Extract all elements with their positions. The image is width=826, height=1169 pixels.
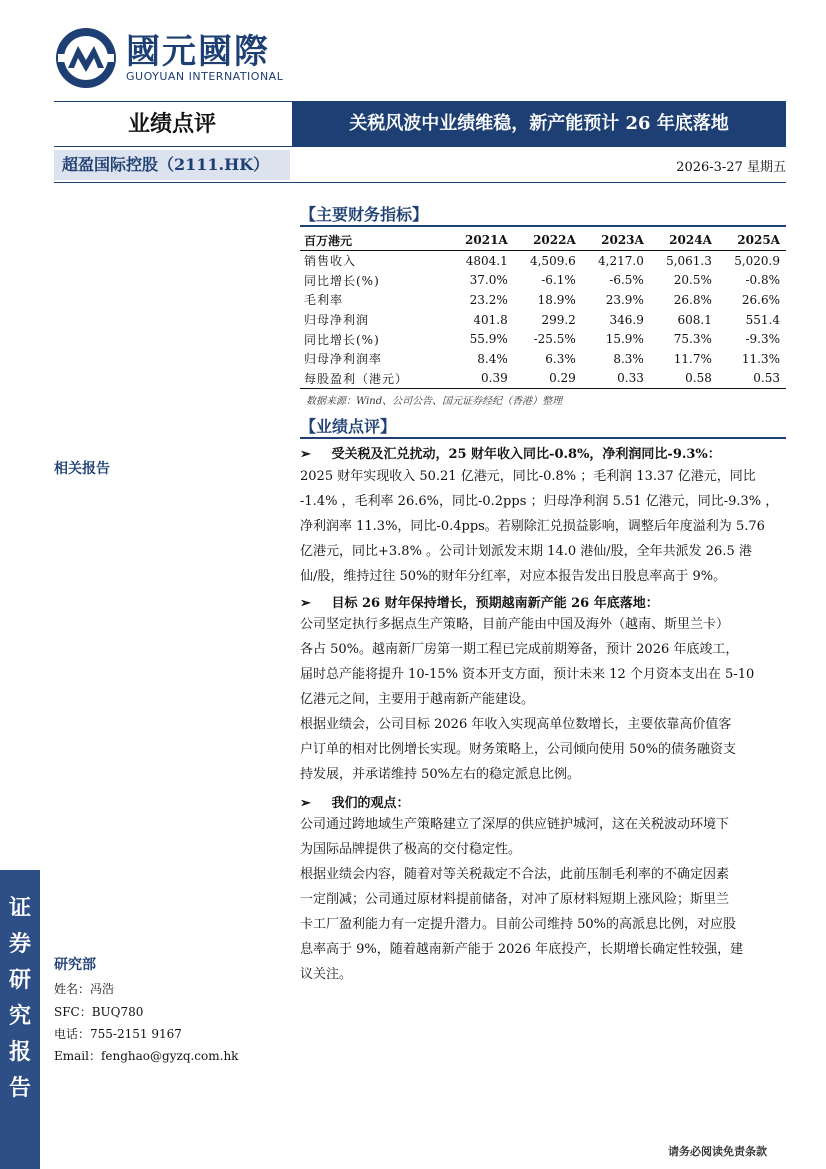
- table-cell: 401.8: [473, 312, 508, 327]
- paragraph-4: [300, 812, 786, 862]
- table-cell: 4804.1: [465, 253, 508, 268]
- table-cell: 11.3%: [741, 351, 780, 366]
- paragraph-line: 议关注。: [300, 967, 353, 982]
- table-cell: 归母净利润率: [304, 352, 383, 367]
- table-row: [300, 271, 786, 291]
- bullet-1: [300, 443, 721, 462]
- table-cell: 归母净利润: [304, 313, 370, 328]
- review-section-title: 【业绩点评】: [300, 417, 397, 436]
- header-divider: [54, 182, 786, 183]
- table-cell: 同比增长(%): [304, 332, 380, 347]
- vertical-char: 报: [8, 1039, 31, 1065]
- table-header-row: [300, 230, 786, 251]
- table-cell: 11.7%: [673, 351, 712, 366]
- disclaimer-note[interactable]: 请务必阅读免责条款: [668, 1145, 767, 1158]
- bullet-2-text: 目标 26 财年保持增长，预期越南新产能 26 年底落地：: [331, 596, 659, 611]
- report-date: 2026-3-27 星期五: [676, 160, 786, 175]
- paragraph-line: 卡工厂盈利能力有一定提升潜力。目前公司维持 50%的高派息比例，对应股: [300, 917, 737, 932]
- paragraph-line: 亿港元之间，主要用于越南新产能建设。: [300, 692, 535, 707]
- report-type: 业绩点评: [127, 111, 216, 137]
- table-header-cell: 百万港元: [300, 230, 450, 251]
- table-cell: 4,509.6: [529, 253, 576, 268]
- table-cell: -6.5%: [609, 273, 644, 288]
- table-cell: 8.4%: [477, 351, 508, 366]
- paragraph-line: 公司坚定执行多据点生产策略，目前产能由中国及海外（越南、斯里兰卡）: [300, 617, 730, 632]
- table-cell: 毛利率: [304, 293, 344, 308]
- table-row: [300, 251, 786, 271]
- bullet-arrow-icon: ➢: [300, 596, 311, 611]
- paragraph-3: [300, 712, 786, 787]
- paragraph-line: 亿港元，同比+3.8% 。公司计划派发末期 14.0 港仙/股，全年共派发 26.5 港: [300, 544, 752, 559]
- table-row: [300, 369, 786, 389]
- table-cell: 608.1: [677, 312, 712, 327]
- paragraph-5: [300, 862, 786, 987]
- paragraph-line: 根据业绩会内容，随着对等关税裁定不合法，此前压制毛利率的不确定因素: [300, 867, 730, 882]
- vertical-char: 研: [8, 967, 31, 993]
- bullet-arrow-icon: ➢: [300, 796, 311, 811]
- financials-section-title: 【主要财务指标】: [300, 205, 429, 224]
- analyst-phone: 电话：755-2151 9167: [54, 1027, 182, 1041]
- table-cell: 346.9: [609, 312, 644, 327]
- company-name: 超盈国际控股（2111.HK）: [62, 155, 270, 174]
- analyst-name: 姓名：冯浩: [54, 982, 115, 996]
- bullet-1-text: 受关税及汇兑扰动，25 财年收入同比-0.8%，净利润同比-9.3%：: [331, 447, 721, 462]
- paragraph-2: [300, 612, 786, 712]
- table-cell: 5,020.9: [734, 253, 780, 268]
- vertical-label: [0, 890, 40, 1106]
- table-cell: 20.5%: [673, 273, 712, 288]
- bullet-2: [300, 592, 659, 611]
- table-cell: 551.4: [745, 312, 780, 327]
- table-cell: 23.9%: [605, 292, 644, 307]
- brand-name-cn: 國元國際: [126, 32, 270, 72]
- table-cell: 销售收入: [304, 254, 357, 269]
- table-cell: 每股盈利（港元）: [300, 369, 450, 389]
- table-row: [300, 290, 786, 310]
- report-headline: 关税风波中业绩维稳，新产能预计 26 年底落地: [292, 101, 786, 146]
- table-cell: 0.33: [582, 369, 650, 389]
- table-row: [300, 349, 786, 369]
- table-cell: 6.3%: [545, 351, 576, 366]
- table-cell: 26.6%: [741, 292, 780, 307]
- table-header-cell: 2022A: [514, 230, 582, 251]
- table-cell: 15.9%: [605, 332, 644, 347]
- table-cell: -0.8%: [745, 273, 780, 288]
- paragraph-line: 为国际品牌提供了极高的交付稳定性。: [300, 842, 522, 857]
- table-cell: -25.5%: [533, 332, 576, 347]
- vertical-char: 告: [8, 1075, 31, 1101]
- paragraph-line: 根据业绩会，公司目标 2026 年收入实现高单位数增长，主要依靠高价值客: [300, 717, 732, 732]
- paragraph-line: 息率高于 9%，随着越南新产能于 2026 年底投产，长期增长确定性较强，建: [300, 942, 744, 957]
- paragraph-line: 2025 财年实现收入 50.21 亿港元，同比-0.8% ；毛利润 13.37 亿港元，同比: [300, 469, 756, 484]
- brand-name-en: GUOYUAN INTERNATIONAL: [126, 70, 284, 83]
- table-row: [300, 329, 786, 349]
- table-cell: -6.1%: [541, 273, 576, 288]
- bullet-3-text: 我们的观点：: [331, 796, 410, 811]
- table-cell: 26.8%: [673, 292, 712, 307]
- table-cell: 0.29: [514, 369, 582, 389]
- financials-section-rule: [300, 225, 786, 227]
- analyst-email[interactable]: Email：fenghao@gyzq.com.hk: [54, 1049, 239, 1063]
- table-cell: 4,217.0: [598, 253, 644, 268]
- table-header-cell: 2023A: [582, 230, 650, 251]
- data-source-note: 数据来源：Wind、公司公告、国元证券经纪（香港）整理: [306, 396, 563, 407]
- table-cell: 同比增长(%): [304, 273, 380, 288]
- review-section-rule: [300, 437, 786, 439]
- paragraph-line: 届时总产能将提升 10-15% 资本开支方面，预计未来 12 个月资本支出在 5-10: [300, 667, 755, 682]
- table-header-cell: 2021A: [450, 230, 514, 251]
- table-cell: 5,061.3: [666, 253, 712, 268]
- table-cell: 299.2: [541, 312, 576, 327]
- related-reports-title: 相关报告: [54, 461, 110, 477]
- table-cell: 23.2%: [469, 292, 508, 307]
- paragraph-line: 公司通过跨地域生产策略建立了深厚的供应链护城河，这在关税波动环境下: [300, 817, 730, 832]
- paragraph-line: 各占 50%。越南新厂房第一期工程已完成前期筹备，预计 2026 年底竣工，: [300, 642, 739, 657]
- paragraph-line: -1.4% ，毛利率 26.6%，同比-0.2pps ；归母净利润 5.51 亿港元，同比-9.3% ，: [300, 494, 779, 509]
- table-header-cell: 2025A: [718, 230, 786, 251]
- vertical-char: 证: [8, 895, 31, 921]
- analyst-sfc: SFC：BUQ780: [54, 1005, 144, 1019]
- research-dept-title: 研究部: [54, 957, 96, 973]
- bullet-3: [300, 792, 409, 811]
- table-row: [300, 310, 786, 330]
- vertical-char: 券: [8, 931, 31, 957]
- table-cell: 18.9%: [537, 292, 576, 307]
- paragraph-1: [300, 464, 786, 589]
- table-cell: -9.3%: [745, 332, 780, 347]
- table-cell: 75.3%: [673, 332, 712, 347]
- table-cell: 0.53: [718, 369, 786, 389]
- table-cell: 37.0%: [469, 273, 508, 288]
- financial-table: [300, 230, 786, 389]
- table-cell: 8.3%: [613, 351, 644, 366]
- paragraph-line: 仙/股，维持过往 50%的财年分红率，对应本报告发出日股息率高于 9%。: [300, 569, 727, 584]
- paragraph-line: 持发展，并承诺维持 50%左右的稳定派息比例。: [300, 767, 581, 782]
- table-cell: 0.39: [450, 369, 514, 389]
- table-cell: 55.9%: [469, 332, 508, 347]
- paragraph-line: 净利润率 11.3%，同比-0.4pps。若剔除汇兑损益影响，调整后年度溢利为 5.76: [300, 519, 765, 534]
- bullet-arrow-icon: ➢: [300, 447, 311, 462]
- paragraph-line: 一定削减；公司通过原材料提前储备，对冲了原材料短期上涨风险；斯里兰: [300, 892, 730, 907]
- table-cell: 0.58: [650, 369, 718, 389]
- table-header-cell: 2024A: [650, 230, 718, 251]
- vertical-char: 究: [8, 1003, 31, 1029]
- paragraph-line: 户订单的相对比例增长实现。财务策略上，公司倾向使用 50%的债务融资支: [300, 742, 737, 757]
